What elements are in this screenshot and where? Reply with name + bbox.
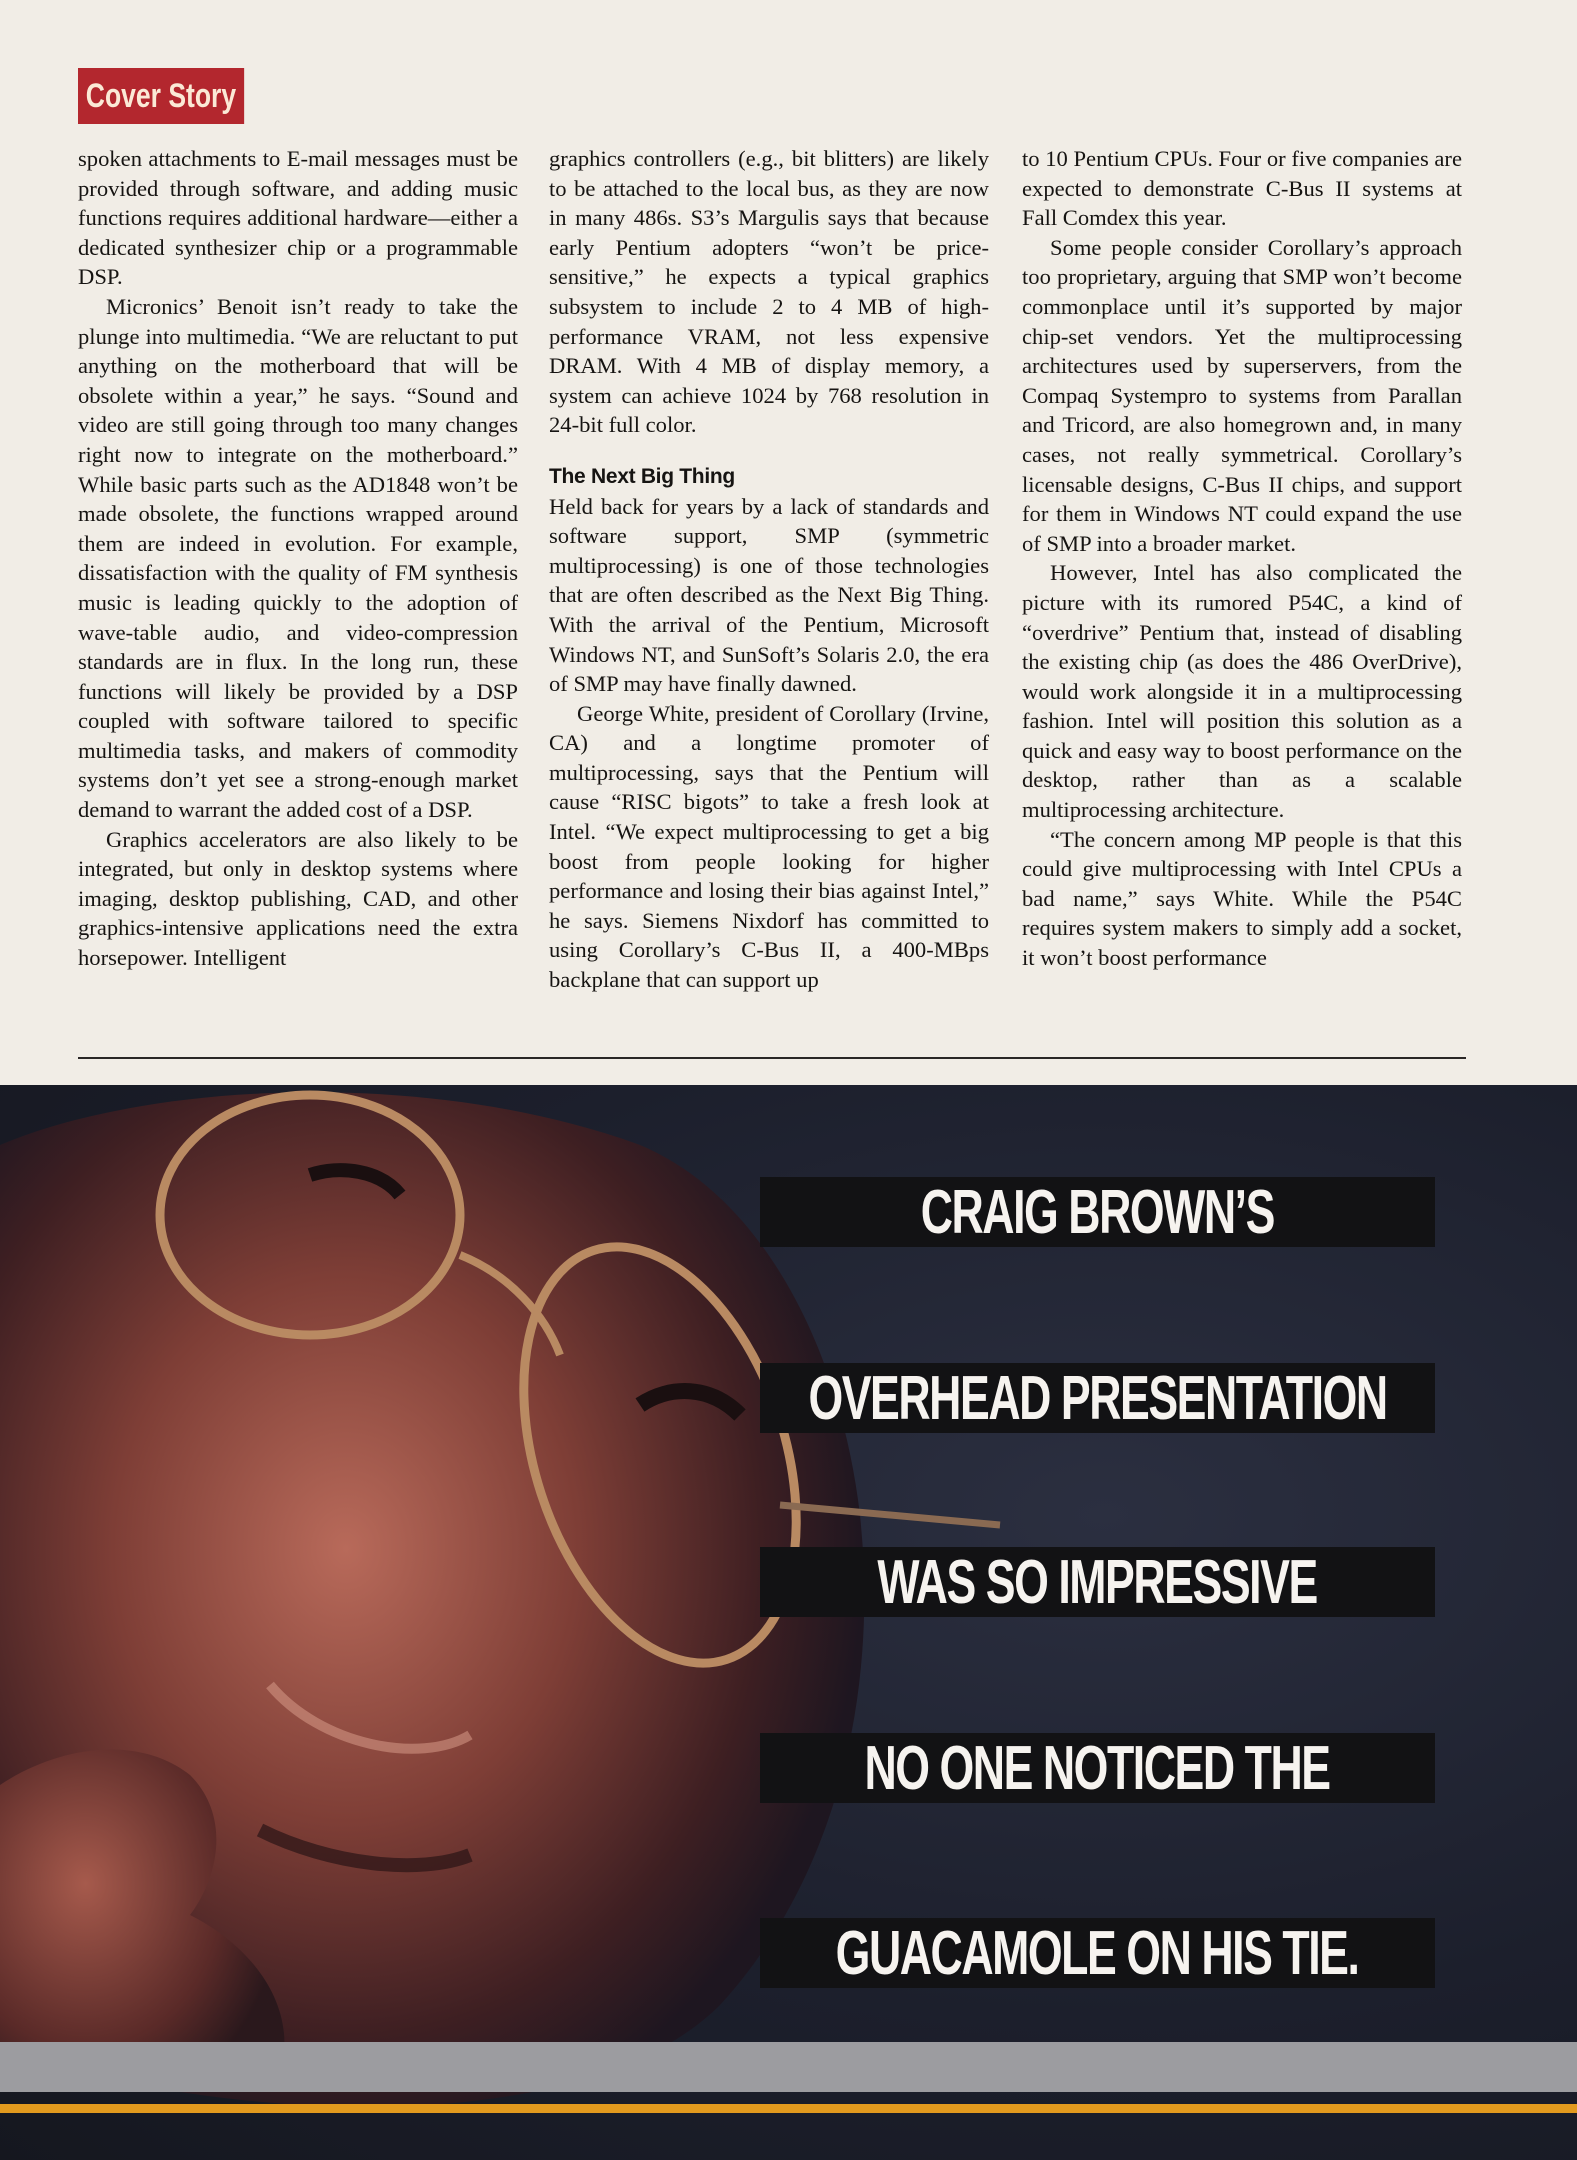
article-column-1 — [78, 144, 518, 973]
paragraph: However, Intel has also complicated the picture with its rumored P54C, a kind of “overdrive” Pentium that, instead of disabling the existing chip (as does the 486 OverDrive), would work alongside it in a multiprocessing fashion. Intel will position this solution as a quick and easy way to boost performance on the desktop, rather than as a scalable multiprocessing architecture. — [1022, 560, 1462, 823]
article-column-2 — [549, 144, 989, 995]
headline-line: WAS SO IMPRESSIVE — [877, 1547, 1318, 1617]
headline-bar — [760, 1918, 1435, 1988]
paragraph: Micronics’ Benoit isn’t ready to take the plunge into multimedia. “We are reluctant to put anything on the motherboard that will be obsolete within a year,” he says. “Sound and video are still going through too many changes right now to integrate on the motherboard.” While basic parts such as the AD1848 won’t be made obsolete, the functions wrapped around them are indeed in evolution. For example, dissatisfaction with the quality of FM synthesis music is leading quickly to the adoption of wave-table audio, and video-compression standards are in flux. In the long run, these functions will likely be provided by a DSP coupled with software tailored to specific multimedia tasks, and makers of commodity systems don’t yet see a strong-enough market demand to warrant the added cost of a DSP. — [78, 293, 518, 823]
headline-bar — [760, 1363, 1435, 1433]
headline-line: OVERHEAD PRESENTATION — [808, 1363, 1387, 1433]
section-tag: Cover Story — [78, 68, 244, 124]
paragraph: “The concern among MP people is that this could give multiprocessing with Intel CPUs a bad name,” says White. While the P54C requires system makers to simply add a socket, it won’t boost performance — [1022, 826, 1462, 971]
headline-bar — [760, 1177, 1435, 1247]
headline-line: NO ONE NOTICED THE — [864, 1733, 1331, 1803]
section-subhead: The Next Big Thing — [549, 464, 735, 488]
paragraph: graphics controllers (e.g., bit blitters) are likely to be attached to the local bus, as they are now in many 486s. S3’s Margulis says that because early Pentium adopters “won’t be price-sensitive,” he expects a typical graphics subsystem to include 2 to 4 MB of high-performance VRAM, not less expensive DRAM. With 4 MB of display memory, a system can achieve 1024 by 768 resolution in 24-bit full color. — [549, 146, 989, 438]
advertisement — [0, 1085, 1577, 2160]
gray-band — [0, 2042, 1577, 2092]
article-column-3 — [1022, 144, 1462, 973]
headline-line: CRAIG BROWN’S — [920, 1177, 1275, 1247]
paragraph: George White, president of Corollary (Irvine, CA) and a longtime promoter of multiprocessing, says that the Pentium will cause “RISC bigots” to take a fresh look at Intel. “We expect multiprocessing to get a big boost from people looking for higher performance and losing their bias against Intel,” he says. Siemens Nixdorf has committed to using Corollary’s C-Bus II, a 400-MBps backplane that can support up — [549, 700, 989, 993]
paragraph: Held back for years by a lack of standards and software support, SMP (symmetric multiprocessing) is one of those technologies that are often described as the Next Big Thing. With the arrival of the Pentium, Microsoft Windows NT, and SunSoft’s Solaris 2.0, the era of SMP may have finally dawned. — [549, 493, 989, 697]
divider-rule — [78, 1057, 1466, 1059]
paragraph: Some people consider Corollary’s approach too proprietary, arguing that SMP won’t become commonplace until it’s supported by major chip-set vendors. Yet the multiprocessing architectures used by superservers, from the Compaq Systempro to systems from Parallan and Tricord, are also homegrown and, in many cases, not really symmetrical. Corollary’s licensable designs, C-Bus II chips, and support for them in Windows NT could expand the use of SMP into a broader market. — [1022, 234, 1462, 556]
headline-line: GUACAMOLE ON HIS TIE. — [836, 1918, 1359, 1988]
paragraph: Graphics accelerators are also likely to be integrated, but only in desktop systems where imaging, desktop publishing, CAD, and other graphics-intensive applications need the extra horsepower. Intelligent — [78, 826, 518, 971]
headline-bar — [760, 1733, 1435, 1803]
orange-stripe — [0, 2104, 1577, 2113]
paragraph: to 10 Pentium CPUs. Four or five companies are expected to demonstrate C-Bus II systems at Fall Comdex this year. — [1022, 146, 1462, 231]
paragraph: spoken attachments to E-mail messages must be provided through software, and adding music functions requires additional hardware—either a dedicated synthesizer chip or a programmable DSP. — [78, 146, 518, 290]
headline-bar — [760, 1547, 1435, 1617]
